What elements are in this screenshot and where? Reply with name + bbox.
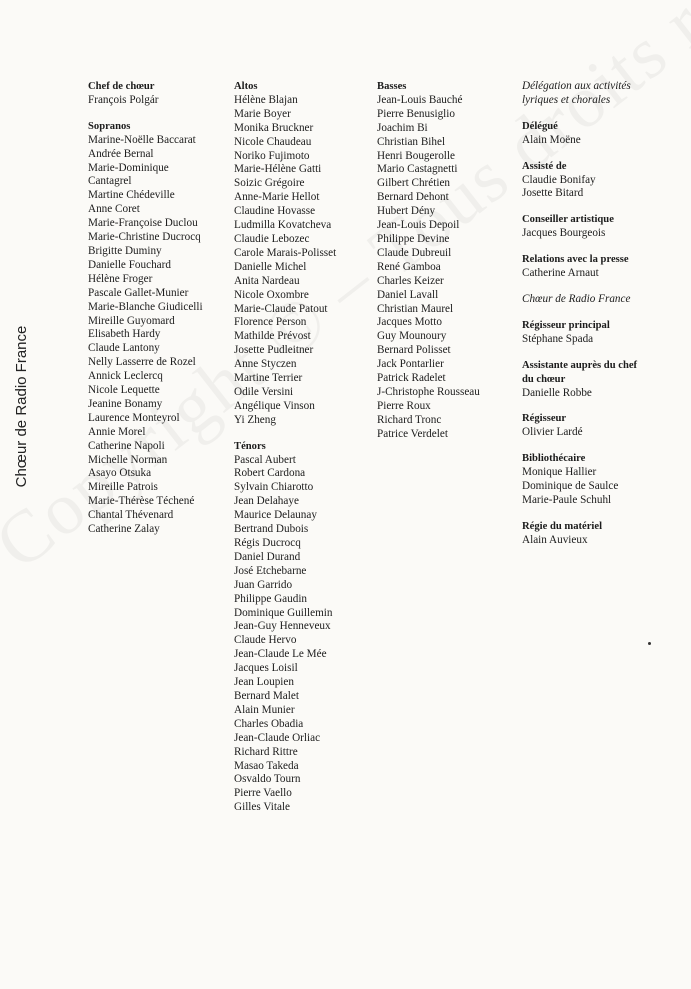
member-name: Claude Dubreuil [377,246,452,259]
member-name: Noriko Fujimoto [234,149,310,162]
member-name: Marine-Noëlle Baccarat [88,133,196,146]
member-name: Christian Maurel [377,302,454,315]
member-name: François Polgár [88,93,159,106]
column-altos-tenors [234,80,369,815]
assistante-block [522,359,672,401]
member-name: René Gamboa [377,260,441,273]
member-name: Pierre Benusiglio [377,107,455,120]
member-name: Dominique Guillemin [234,606,333,619]
section-heading: Régisseur [522,413,567,425]
section-heading: Altos [234,81,258,92]
regisseur-principal-block [522,319,672,347]
member-name: Claudie Lebozec [234,232,310,245]
member-name: Gilbert Chrétien [377,177,451,190]
member-name: Marie-Hélène Gatti [234,163,322,176]
section-heading: Régie du matériel [522,520,603,532]
member-name: Odile Versini [234,385,294,398]
member-name: J-Christophe Rousseau [377,385,480,398]
staff-name: Olivier Lardé [522,426,583,439]
staff-name: Claudie Bonifay [522,173,596,186]
delegation-block [522,80,672,108]
staff-name: Catherine Arnaut [522,267,599,280]
member-name: Ludmilla Kovatcheva [234,219,332,232]
member-name: Nicole Lequette [88,384,160,397]
member-name: Mathilde Prévost [234,330,311,343]
member-name: Philippe Devine [377,232,450,245]
member-name: Régis Ducrocq [234,537,301,549]
member-name: Martine Chédeville [88,189,175,202]
member-name: Angélique Vinson [234,399,315,412]
member-name: Carole Marais-Polisset [234,246,337,259]
member-name: Yi Zheng [234,413,276,426]
member-name: Soizic Grégoire [234,177,305,190]
member-name: Jean-Guy Henneveux [234,620,331,633]
section-heading: Délégué [522,120,558,132]
staff-name: Jacques Bourgeois [522,227,606,240]
choeur-title-block [522,293,672,307]
member-name: Richard Tronc [377,413,442,426]
member-name: Mario Castagnetti [377,163,458,176]
delegation-line: lyriques et chorales [522,93,611,106]
member-name: Annick Leclercq [88,370,163,383]
member-name: Jean-Claude Orliac [234,731,321,744]
member-name: Pascal Aubert [234,453,296,466]
member-name: Danielle Michel [234,260,307,273]
section-heading: Assistante auprès du chef [522,359,638,371]
member-name: Gilles Vitale [234,801,290,814]
member-name: Laurence Monteyrol [88,411,180,424]
member-name: Jean Loupien [234,676,294,689]
member-name: Jeanine Bonamy [88,397,163,410]
delegue-block [522,120,672,148]
member-name: Masao Takeda [234,759,299,772]
section-heading: Régisseur principal [522,319,610,331]
member-name: Henri Bougerolle [377,149,455,162]
member-name: Marie-Thérèse Téchené [88,495,195,508]
member-name: Patrick Radelet [377,372,446,385]
regisseur-block [522,412,672,440]
member-name: Nicole Oxombre [234,288,309,301]
column-basses [377,80,512,442]
section-heading: Conseiller artistique [522,214,614,226]
staff-name: Dominique de Saulce [522,480,619,493]
member-name: Elisabeth Hardy [88,328,161,341]
member-name: Anne-Marie Hellot [234,191,320,204]
member-name: Marie-Blanche Giudicelli [88,300,203,313]
member-name: Anne Styczen [234,358,297,371]
member-name: Richard Rittre [234,745,298,758]
member-name: Juan Garrido [234,578,293,591]
member-name: Pierre Vaello [234,787,292,800]
member-name: Robert Cardona [234,467,306,480]
section-heading: du chœur [522,373,566,385]
member-name: Chantal Thévenard [88,509,174,522]
member-name: Brigitte Duminy [88,244,162,257]
relations-block [522,253,672,281]
member-name: Nelly Lasserre de Rozel [88,356,196,369]
member-name: Marie-Claude Patout [234,302,328,315]
staff-name: Josette Bitard [522,187,584,200]
member-name: Nicole Chaudeau [234,135,312,148]
member-name: Michelle Norman [88,453,168,466]
member-name: Philippe Gaudin [234,592,308,605]
conseiller-block [522,213,672,241]
regie-block [522,520,672,548]
member-name: Mireille Guyomard [88,314,175,327]
member-name: Marie-Dominique [88,161,169,174]
member-name: Martine Terrier [234,372,303,385]
member-name: Jack Pontarlier [377,358,444,371]
assiste-block [522,160,672,202]
staff-name: Monique Hallier [522,466,597,479]
bibliothecaire-block [522,452,672,508]
member-name: Pierre Roux [377,399,431,412]
member-name: Catherine Napoli [88,439,165,452]
member-name: Bernard Malet [234,689,299,702]
member-name: Hubert Dény [377,205,436,218]
member-name: Charles Keizer [377,274,444,287]
member-name: Asayo Otsuka [88,467,152,480]
member-name: Mireille Patrois [88,481,158,494]
member-name: Cantagrel [88,175,132,188]
member-name: Marie-Françoise Duclou [88,217,198,230]
member-name: José Etchebarne [234,564,307,577]
member-name: Pascale Gallet-Munier [88,286,189,299]
column-administration [522,80,672,560]
member-name: Guy Mounoury [377,330,447,343]
member-name: Claude Hervo [234,634,297,647]
member-name: Annie Morel [88,425,146,438]
delegation-line: Délégation aux activités [522,80,631,92]
section-heading: Bibliothécaire [522,453,586,465]
member-name: Marie Boyer [234,107,291,120]
member-name: Bertrand Dubois [234,523,309,536]
ink-speck [648,642,651,645]
member-name: Jean-Louis Bauché [377,93,463,106]
member-name: Claudine Hovasse [234,205,316,218]
member-name: Anne Coret [88,203,140,216]
member-name: Jacques Loisil [234,662,298,675]
section-heading: Chef de chœur [88,81,155,92]
member-name: Jacques Motto [377,316,442,329]
staff-name: Stéphane Spada [522,332,594,345]
section-heading: Sopranos [88,120,131,132]
member-name: Daniel Lavall [377,288,439,301]
member-name: Osvaldo Tourn [234,773,301,786]
member-name: Claude Lantony [88,342,160,355]
member-name: Patrice Verdelet [377,427,448,440]
section-heading: Basses [377,81,407,92]
member-name: Daniel Durand [234,550,301,563]
member-name: Maurice Delaunay [234,509,317,522]
member-name: Anita Nardeau [234,274,300,287]
column-chef-sopranos [88,80,223,537]
member-name: Hélène Froger [88,272,153,285]
member-name: Jean Delahaye [234,495,299,508]
member-name: Bernard Dehont [377,191,449,204]
staff-name: Alain Moëne [522,133,581,146]
member-name: Alain Munier [234,703,295,716]
member-name: Jean-Claude Le Mée [234,648,327,661]
staff-name: Marie-Paule Schuhl [522,493,612,506]
section-heading: Ténors [234,440,266,452]
member-name: Christian Bihel [377,135,446,148]
section-heading: Assisté de [522,160,567,172]
side-title-text: Chœur de Radio France [13,325,30,488]
section-heading: Relations avec la presse [522,254,629,266]
choeur-title: Chœur de Radio France [522,292,631,305]
member-name: Jean-Louis Depoil [377,219,460,232]
member-name: Marie-Christine Ducrocq [88,231,201,244]
member-name: Monika Bruckner [234,121,314,134]
member-name: Bernard Polisset [377,344,451,357]
member-name: Andrée Bernal [88,147,154,160]
member-name: Joachim Bi [377,121,428,134]
member-name: Catherine Zalay [88,523,160,536]
member-name: Sylvain Chiarotto [234,481,314,494]
side-title [12,320,32,495]
member-name: Charles Obadia [234,717,304,730]
member-name: Josette Pudleitner [234,344,314,357]
staff-name: Alain Auvieux [522,533,588,546]
member-name: Florence Person [234,316,307,329]
member-name: Danielle Fouchard [88,258,171,271]
staff-name: Danielle Robbe [522,386,592,399]
member-name: Hélène Blajan [234,93,298,106]
